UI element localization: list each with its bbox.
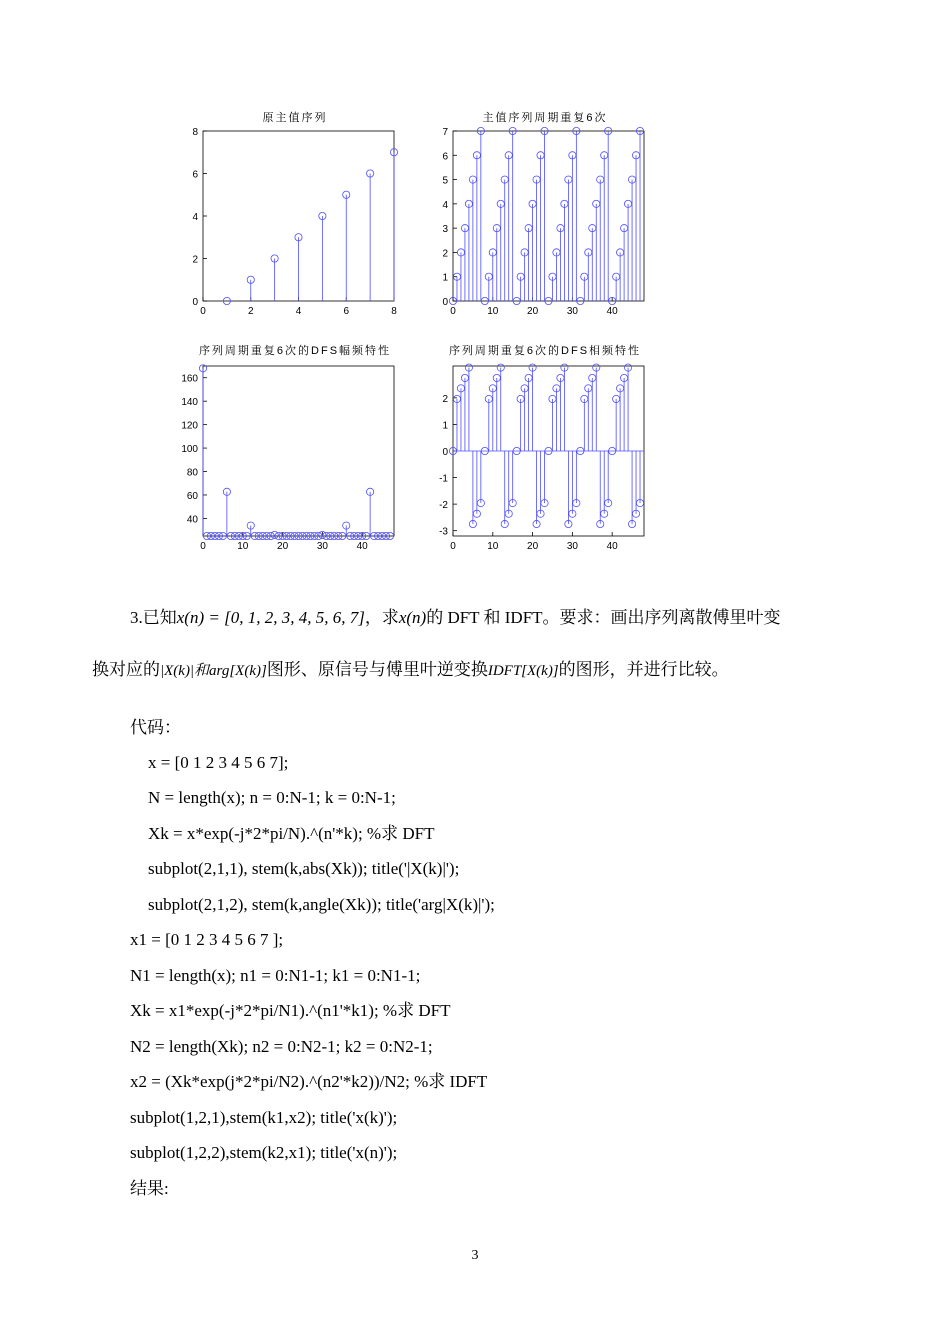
x-tick-label: 0 (200, 541, 206, 552)
plot-marks (181, 365, 393, 552)
code-line: subplot(2,1,1), stem(k,abs(Xk)); title('|X(k)|'); (148, 859, 460, 878)
y-tick-label: 1 (442, 420, 448, 432)
code-line: N = length(x); n = 0:N-1; k = 0:N-1; (148, 788, 396, 807)
x-tick-label: 40 (606, 306, 618, 317)
plot-title: 序列周期重复6次的DFS相频特性 (448, 345, 642, 357)
y-tick-label: 160 (181, 373, 198, 385)
x-tick-label: 10 (487, 306, 499, 317)
code-line: x = [0 1 2 3 4 5 6 7]; (148, 753, 289, 772)
equation-x-definition: x(n) = [0, 1, 2, 3, 4, 5, 6, 7] (176, 608, 365, 627)
x-tick-label: 40 (606, 541, 618, 552)
plot-title: 主值序列周期重复6次 (482, 112, 608, 124)
x-tick-label: 30 (316, 541, 328, 552)
x-tick-label: 40 (356, 541, 368, 552)
page-number: 3 (471, 1248, 479, 1263)
x-tick-label: 10 (487, 541, 499, 552)
x-tick-label: 8 (391, 306, 397, 317)
y-tick-label: 2 (442, 393, 448, 405)
y-tick-label: 80 (186, 467, 198, 479)
y-tick-label: 8 (192, 127, 198, 138)
problem-line-1 (130, 608, 781, 628)
x-tick-label: 20 (527, 306, 539, 317)
y-tick-label: 40 (186, 514, 198, 526)
code-line: N1 = length(x); n1 = 0:N1-1; k1 = 0:N1-1; (130, 966, 421, 985)
y-tick-label: 6 (442, 151, 448, 163)
plot-marks (192, 127, 397, 317)
y-tick-label: 6 (192, 169, 198, 181)
problem-line-2 (92, 660, 729, 681)
problem-text: 的图形，并进行比较。 (558, 660, 729, 679)
plot-dfs-magnitude (181, 343, 394, 552)
y-tick-label: 120 (181, 420, 198, 432)
y-tick-label: 0 (442, 447, 448, 458)
y-tick-label: 7 (442, 127, 448, 138)
problem-text: 换对应的 (92, 660, 160, 679)
x-tick-label: 30 (566, 306, 578, 317)
x-tick-label: 30 (566, 541, 578, 552)
y-tick-label: 3 (442, 224, 448, 236)
x-tick-label: 6 (343, 306, 350, 317)
plot-frame (453, 131, 644, 301)
code-line: subplot(2,1,2), stem(k,angle(Xk)); title('arg|X(k)|'); (148, 895, 495, 914)
plot-periodic-sequence (442, 110, 644, 317)
code-line: N2 = length(Xk); n2 = 0:N2-1; k2 = 0:N2-1; (130, 1037, 433, 1056)
x-tick-label: 0 (200, 306, 206, 317)
y-tick-label: 100 (181, 444, 198, 456)
y-tick-label: 0 (442, 297, 448, 308)
plot-frame (203, 366, 394, 536)
y-tick-label: -2 (439, 500, 448, 512)
equation-magnitude-phase: |X(k)|和arg[X(k)] (160, 663, 267, 679)
x-tick-label: 20 (527, 541, 539, 552)
y-tick-label: -3 (439, 526, 448, 538)
code-line: x2 = (Xk*exp(j*2*pi/N2).^(n2'*k2))/N2; %求 IDFT (130, 1072, 488, 1091)
plot-title: 原主值序列 (262, 112, 328, 124)
y-tick-label: -1 (439, 473, 448, 485)
x-tick-label: 4 (295, 306, 302, 317)
problem-text: 图形、原信号与傅里叶逆变换 (266, 660, 488, 679)
plot-dfs-phase (439, 343, 644, 552)
plot-marks (439, 364, 644, 552)
figure-panel (0, 0, 950, 560)
code-line: subplot(1,2,2),stem(k2,x1); title('x(n)'); (130, 1143, 398, 1162)
y-tick-label: 2 (192, 254, 198, 266)
plot-title: 序列周期重复6次的DFS幅频特性 (198, 345, 392, 357)
x-tick-label: 0 (450, 306, 456, 317)
x-tick-label: 0 (450, 541, 456, 552)
y-tick-label: 5 (442, 175, 448, 187)
equation-idft: IDFT[X(k)] (487, 663, 559, 679)
result-label: 结果: (130, 1179, 169, 1198)
problem-text: 的 DFT 和 IDFT。要求：画出序列离散傅里叶变 (426, 608, 781, 627)
x-tick-label: 2 (247, 306, 254, 317)
y-tick-label: 4 (442, 199, 448, 211)
y-tick-label: 1 (442, 272, 448, 284)
code-line: Xk = x1*exp(-j*2*pi/N1).^(n1'*k1); %求 DFT (130, 1001, 451, 1020)
equation-xn: x(n) (398, 608, 427, 627)
x-tick-label: 20 (277, 541, 289, 552)
problem-text: ，求 (364, 608, 399, 627)
y-tick-label: 60 (186, 490, 198, 502)
x-tick-label: 10 (237, 541, 249, 552)
code-line: Xk = x*exp(-j*2*pi/N).^(n'*k); %求 DFT (148, 824, 435, 843)
plot-original-sequence (192, 110, 397, 317)
y-tick-label: 2 (442, 248, 448, 260)
y-tick-label: 140 (181, 397, 198, 409)
code-line: x1 = [0 1 2 3 4 5 6 7 ]; (130, 930, 284, 949)
code-line: subplot(1,2,1),stem(k1,x2); title('x(k)'); (130, 1108, 398, 1127)
y-tick-label: 4 (192, 212, 198, 223)
plot-marks (442, 127, 643, 317)
code-label: 代码： (130, 718, 181, 737)
problem-number: 3.已知 (130, 608, 177, 627)
y-tick-label: 0 (192, 297, 198, 308)
